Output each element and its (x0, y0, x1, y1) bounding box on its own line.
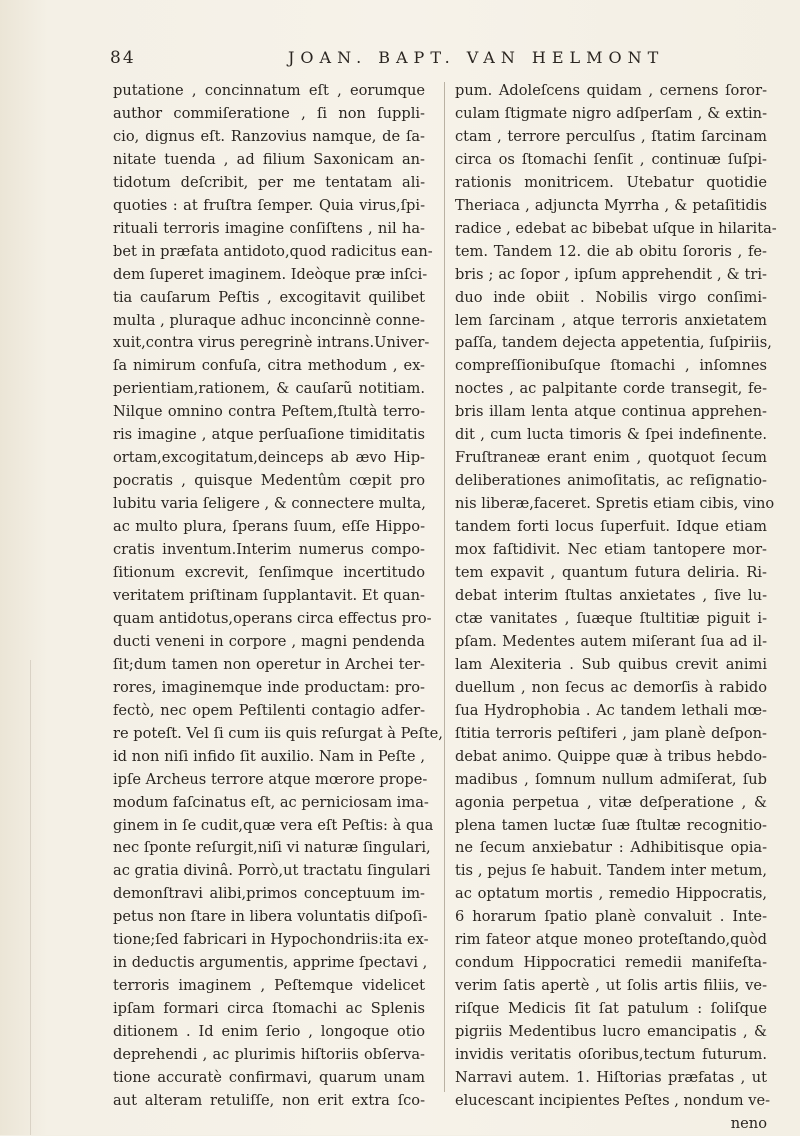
text-line: quam antidotus,operans circa effectus pro- (113, 609, 432, 627)
text-line: duellum , non ſecus ac demorſis à rabido (455, 678, 767, 696)
text-line: lem ſarcinam , atque terroris anxietatem (455, 311, 767, 329)
text-line: demonſtravi alibi,primos conceptuum im- (113, 885, 425, 903)
text-line: nis liberæ,faceret. Spretis etiam cibis, vino (455, 495, 775, 513)
text-line: tis , pejus ſe habuit. Tandem inter metum, (455, 862, 767, 880)
left-column (113, 80, 443, 1113)
text-line: noctes , ac palpitante corde transegit, fe- (455, 380, 767, 398)
text-line: dem ſuperet imaginem. Ideòque præ inſci- (113, 265, 428, 283)
text-line: elucescant incipientes Peſtes , nondum ve- (455, 1091, 771, 1109)
text-line: pigriis Medentibus lucro emancipatis , & (455, 1023, 767, 1041)
text-line: debat interim ſtultas anxietates , ſive lu- (455, 586, 767, 604)
text-line: agonia perpetua , vitæ deſperatione , & (455, 793, 767, 811)
text-line: debat animo. Quippe quæ à tribus hebdo- (455, 747, 767, 765)
page-header (110, 44, 670, 74)
text-line: ſit;dum tamen non operetur in Archei ter- (113, 655, 425, 673)
text-line: rationis monitricem. Utebatur quotidie (455, 173, 767, 191)
text-line: pſam. Medentes autem miſerant ſua ad il- (455, 632, 767, 650)
text-line: verim ſatis apertè , ut ſolis artis filiis, ve- (455, 977, 767, 995)
text-line: petus non ſtare in libera voluntatis diſpoſi- (113, 908, 428, 926)
text-line: tione;ſed fabricari in Hypochondriis:ita ex- (113, 931, 429, 949)
text-line: Narravi autem. 1. Hiſtorias præfatas , ut (455, 1068, 767, 1086)
text-line: rores, imaginemque inde productam: pro- (113, 678, 425, 696)
text-line: plena tamen luctæ ſuæ ſtultæ recognitio- (455, 816, 767, 834)
text-line: lam Alexiteria . Sub quibus crevit animi (455, 655, 767, 673)
right-column (455, 80, 777, 1136)
text-line: veritatem priſtinam ſupplantavit. Et quan- (113, 586, 425, 604)
text-line: id non niſi infido ſit auxilio. Nam in Peſte , (113, 747, 425, 765)
text-line: tia cauſarum Peſtis , excogitavit quilibet (113, 288, 425, 306)
column-divider (444, 82, 445, 1092)
text-line: terroris imaginem , Peſtemque videlicet (113, 977, 425, 995)
text-line: xuit,contra virus peregrinè intrans.Univer- (113, 334, 430, 352)
text-line: tem expavit , quantum futura deliria. Ri- (455, 564, 767, 582)
text-line: re poteſt. Vel ſi cum iis quis reſurgat à Peſte, (113, 724, 443, 742)
text-line: ditionem . Id enim ſerio , longoque otio (113, 1023, 425, 1041)
text-line: ne ſecum anxiebatur : Adhibitisque opia- (455, 839, 767, 857)
text-line: Nilque omnino contra Peſtem,ſtultà terro- (113, 403, 425, 421)
text-line: riſque Medicis ſit ſat patulum : ſoliſque (455, 1000, 767, 1018)
text-line: multa , pluraque adhuc inconcinnè conne- (113, 311, 425, 329)
text-line: deprehendi , ac plurimis hiſtoriis obſerva- (113, 1046, 425, 1064)
text-line: deliberationes animoſitatis, ac reſignatio- (455, 472, 767, 490)
text-line: lubitu varia ſeligere , & connectere multa, (113, 495, 426, 513)
text-line: nitate tuenda , ad filium Saxonicam an- (113, 150, 425, 168)
text-line: ac gratia divinâ. Porrò,ut tractatu ſingulari (113, 862, 431, 880)
text-line: cratis inventum.Interim numerus compo- (113, 541, 425, 559)
text-line: culam ſtigmate nigro adſperſam , & extin- (455, 104, 767, 122)
text-line: modum faſcinatus eſt, ac perniciosam ima- (113, 793, 429, 811)
text-line: cio, dignus eſt. Ranzovius namque, de ſa- (113, 127, 425, 145)
text-line: ortam,excogitatum,deinceps ab ævo Hip- (113, 449, 425, 467)
text-line: Theriaca , adjuncta Myrrha , & petaſitidis (455, 196, 767, 214)
text-line: tidotum deſcribit, per me tentatam ali- (113, 173, 425, 191)
text-line: rituali terroris imagine conſiſtens , nil ha- (113, 219, 425, 237)
text-line: ſua Hydrophobia . Ac tandem lethali mœ- (455, 701, 767, 719)
text-line: quoties : at fruſtra ſemper. Quia virus,ſpi- (113, 196, 425, 214)
text-line: ctam , terrore perculſus , ſtatim ſarcinam (455, 127, 767, 145)
text-line: author commiſeratione , ſi non ſuppli- (113, 104, 425, 122)
text-line: ipſam formari circa ſtomachi ac Splenis (113, 1000, 425, 1018)
text-line: pocratis , quisque Medentûm cœpit pro (113, 472, 425, 490)
text-line: madibus , ſomnum nullum admiſerat, ſub (455, 770, 767, 788)
text-line: tem. Tandem 12. die ab obitu ſororis , fe- (455, 242, 767, 260)
text-line: putatione , concinnatum eſt , eorumque (113, 82, 425, 99)
text-line: aut alteram retuliſſe, non erit extra ſco- (113, 1091, 425, 1109)
text-line: bet in præfata antidoto,quod radicitus ean- (113, 242, 433, 260)
text-line: bris ; ac ſopor , ipſum apprehendit , & tri- (455, 265, 767, 283)
text-line: ac optatum mortis , remedio Hippocratis, (455, 885, 767, 903)
text-line: ducti veneni in corpore , magni pendenda (113, 632, 425, 650)
text-line: paſſa, tandem dejecta appetentia, ſuſpiriis, (455, 334, 772, 352)
text-line: ac multo plura, ſperans ſuum, eſſe Hippo- (113, 518, 425, 536)
text-line: ipſe Archeus terrore atque mœrore prope- (113, 770, 428, 788)
text-line: rim fateor atque moneo proteſtando,quòd (455, 931, 767, 949)
text-line: duo inde obiit . Nobilis virgo conſimi- (455, 288, 767, 306)
text-line: ris imagine , atque perſuaſione timiditatis (113, 426, 425, 444)
text-line: radice , edebat ac bibebat uſque in hilarita- (455, 219, 777, 237)
text-line: ginem in ſe cudit,quæ vera eſt Peſtis: à qua (113, 816, 434, 834)
text-line: condum Hippocratici remedii manifeſta- (455, 954, 767, 972)
text-line: in deductis argumentis, apprime ſpectavi , (113, 954, 428, 972)
text-line: circa os ſtomachi ſenſit , continuæ ſuſpi- (455, 150, 767, 168)
text-line: bris illam lenta atque continua apprehen- (455, 403, 767, 421)
text-line: mox faſtidivit. Nec etiam tantopere mor- (455, 541, 767, 559)
text-line: tandem forti locus ſuperfuit. Idque etiam (455, 518, 767, 536)
running-title: JOAN. BAPT. VAN HELMONT (288, 48, 665, 67)
text-line: neno (730, 1114, 767, 1132)
text-line: 6 horarum ſpatio planè convaluit . Inte- (455, 908, 767, 926)
text-line: Fruſtraneæ erant enim , quotquot ſecum (455, 449, 767, 467)
text-line: ſa nimirum confuſa, citra methodum , ex- (113, 357, 425, 375)
text-line: fectò, nec opem Peſtilenti contagio adfer- (113, 701, 425, 719)
text-line: ctæ vanitates , ſuæque ſtultitiæ piguit i- (455, 609, 767, 627)
text-line: invidis veritatis oſoribus,tectum futurum. (455, 1046, 767, 1064)
text-line: dit , cum lucta timoris & ſpei indefinente. (455, 426, 767, 444)
page-edge (0, 660, 31, 1135)
text-line: ſitionum excrevit, ſenſimque incertitudo (113, 564, 425, 582)
text-line: ſtitia terroris peſtiferi , jam planè deſpon- (455, 724, 767, 742)
text-line: perientiam,rationem, & cauſarũ notitiam. (113, 380, 425, 398)
text-line: tione accuratè confirmavi, quarum unam (113, 1068, 425, 1086)
text-line: pum. Adoleſcens quidam , cernens ſoror- (455, 82, 767, 99)
text-line: compreſſionibuſque ſtomachi , inſomnes (455, 357, 767, 375)
page-number: 84 (110, 48, 136, 68)
text-line: nec ſponte reſurgit,niſi vi naturæ ſingulari, (113, 839, 431, 857)
